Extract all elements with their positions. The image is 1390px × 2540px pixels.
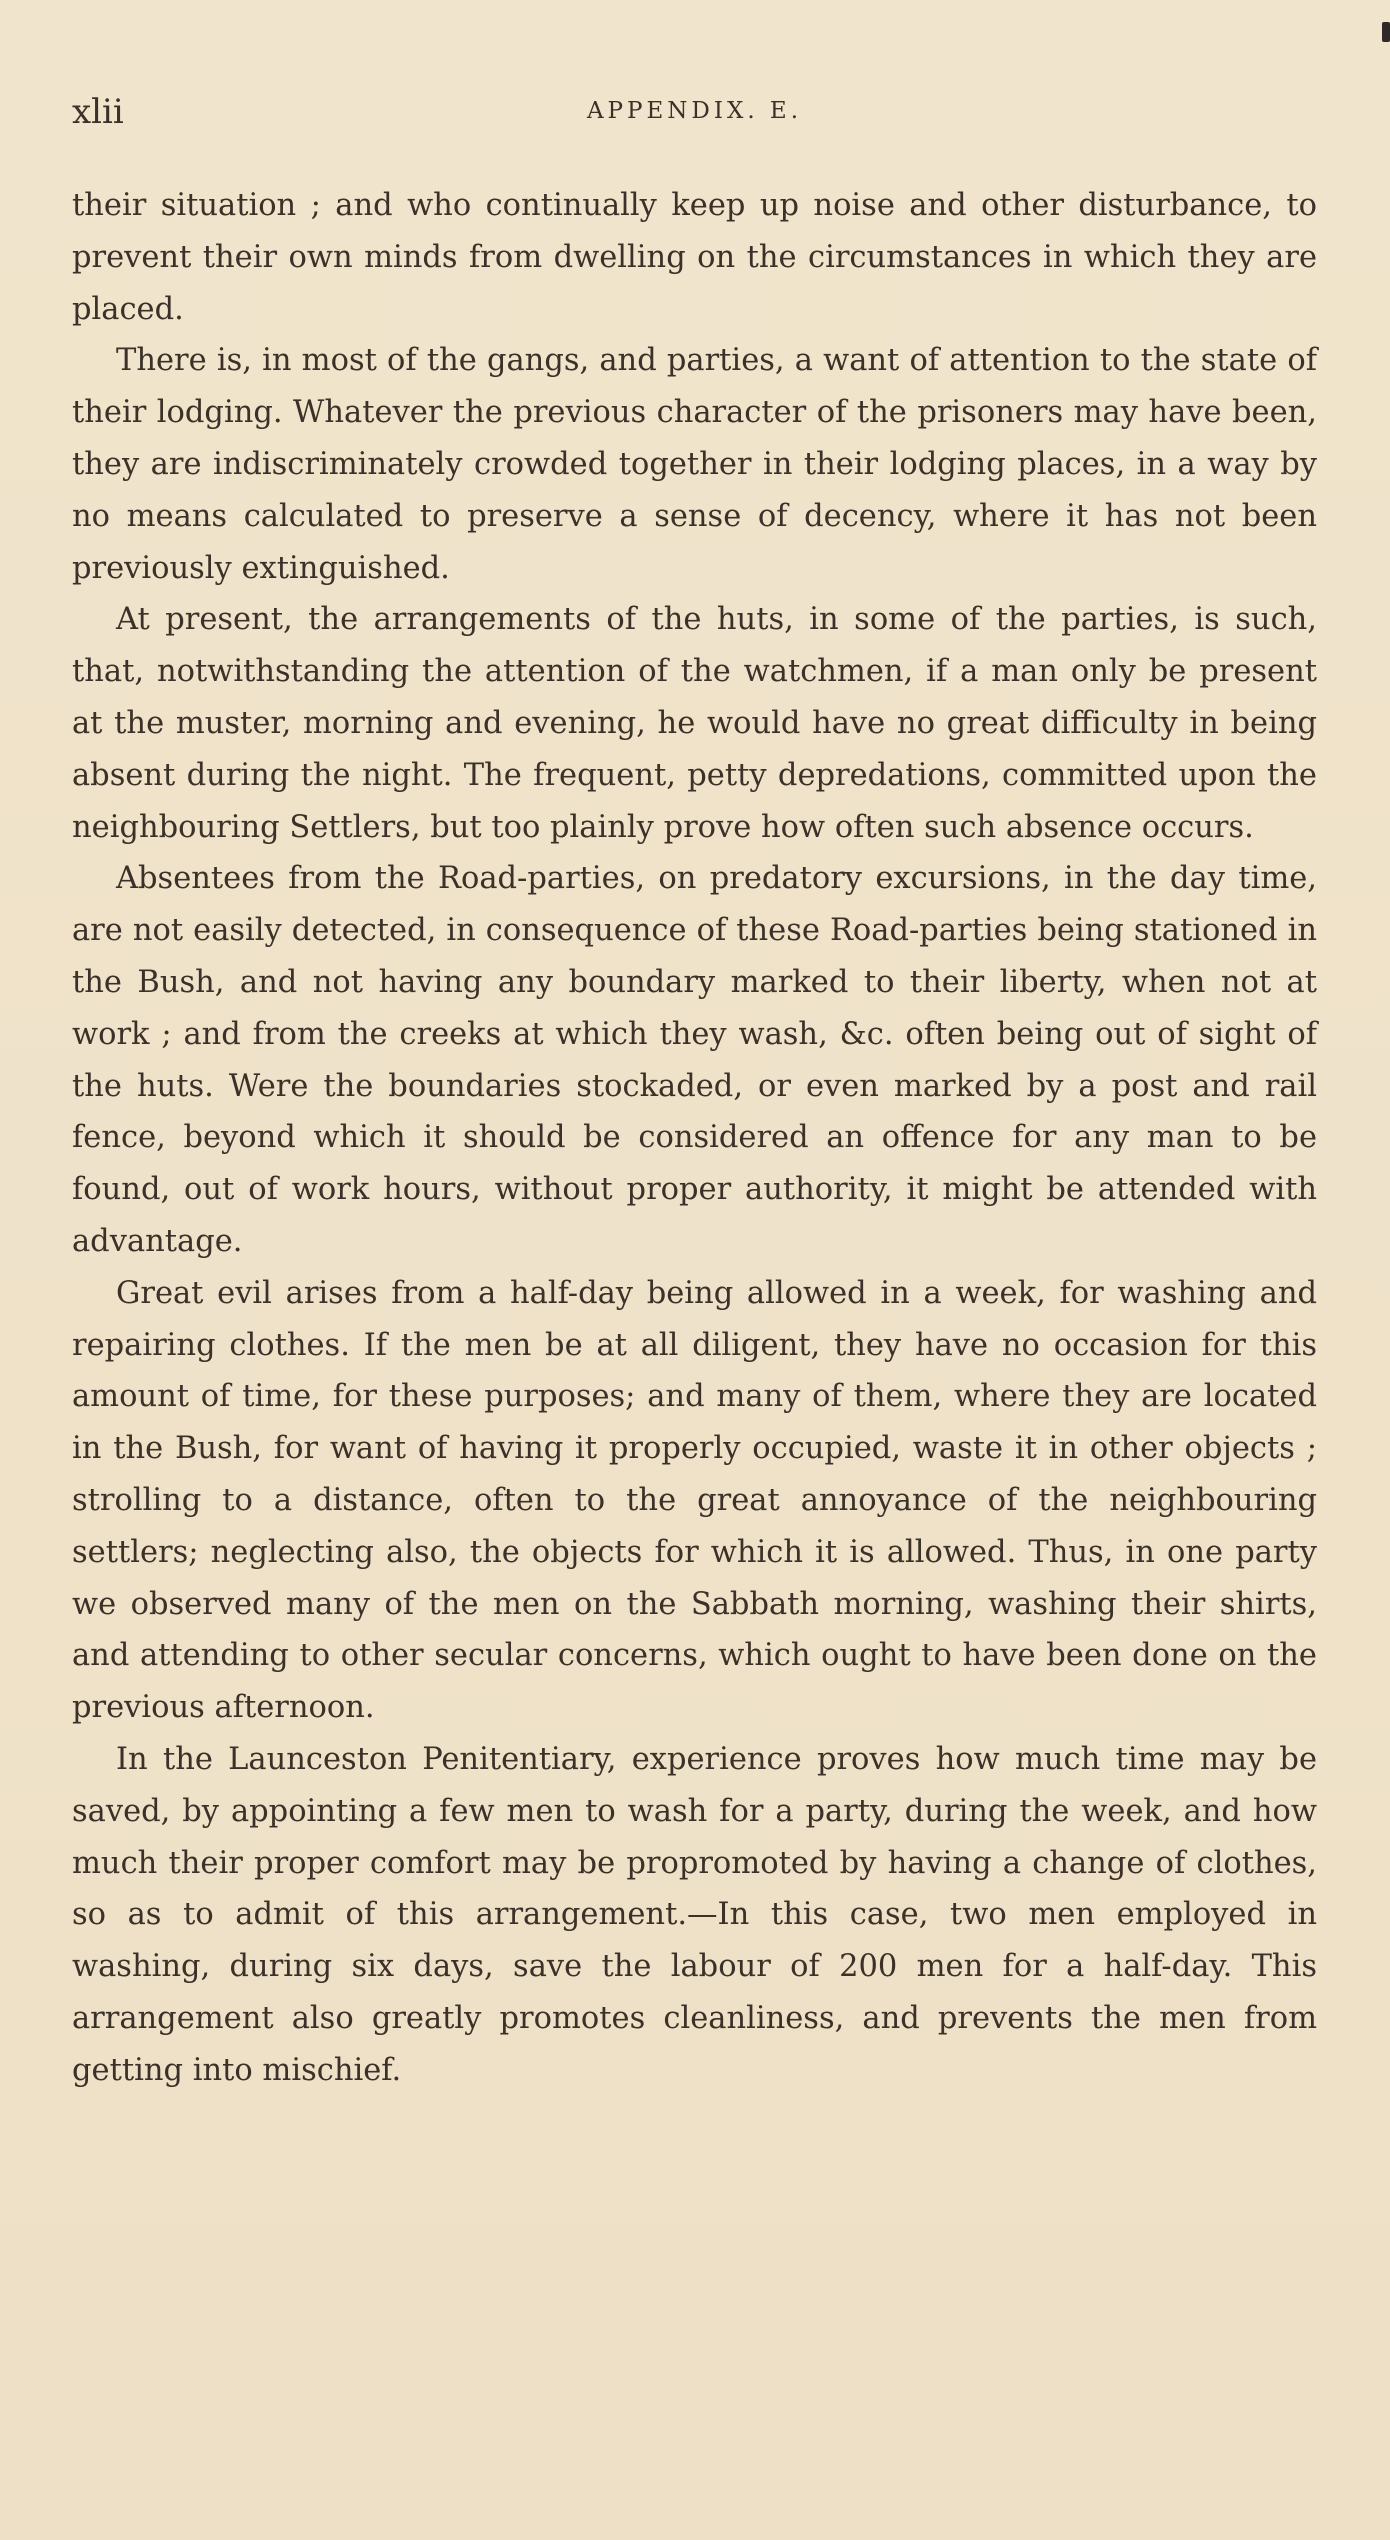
page-header	[72, 92, 1317, 142]
running-head: APPENDIX. E.	[586, 98, 803, 124]
page-edge-mark	[1382, 22, 1390, 42]
paragraph-lodging: There is, in most of the gangs, and parties, a want of attention to the state of their lodging. Whatever the previous character of the prisoners may have been, they are indiscriminately crowded together in their lodging places, in a way by no means calculated to preserve a sense of decency, where it has not been previously extinguished.	[72, 343, 1317, 586]
paragraph-continued: their situation ; and who continually keep up noise and other disturbance, to prevent their own minds from dwelling on the circumstances in which they are placed.	[72, 188, 1317, 327]
paragraph-absentees: Absentees from the Road-parties, on predatory excursions, in the day time, are not easily detected, in consequence of these Road-parties being stationed in the Bush, and not having any boundary marked to their liberty, when not at work ; and from the creeks at which they wash, &c. often being out of sight of the huts. Were the boundaries stockaded, or even marked by a post and rail fence, beyond which it should be considered an offence for any man to be found, out of work hours, without proper authority, it might be attended with advantage.	[72, 861, 1317, 1259]
page-number: xlii	[72, 92, 124, 132]
paragraph-huts: At present, the arrangements of the huts, in some of the parties, is such, that, notwithstanding the attention of the watchmen, if a man only be present at the muster, morning and evening, he would have no great difficulty in being absent during the night. The frequent, petty depredations, committed upon the neighbouring Settlers, but too plainly prove how often such absence occurs.	[72, 602, 1317, 845]
paragraph-half-day: Great evil arises from a half-day being allowed in a week, for washing and repairing clothes. If the men be at all diligent, they have no occasion for this amount of time, for these purposes; and many of them, where they are located in the Bush, for want of having it properly occupied, waste it in other objects ; strolling to a distance, often to the great annoyance of the neighbouring settlers; neglecting also, the objects for which it is allowed. Thus, in one party we observed many of the men on the Sabbath morning, washing their shirts, and attending to other secular concerns, which ought to have been done on the previous afternoon.	[72, 1275, 1317, 1726]
body-text	[72, 180, 1317, 2096]
paragraph-launceston: In the Launceston Penitentiary, experience proves how much time may be saved, by appointing a few men to wash for a party, during the week, and how much their proper comfort may be propromoted by having a change of clothes, so as to admit of this arrangement.—In this case, two men employed in washing, during six days, save the labour of 200 men for a half-day. This arrangement also greatly promotes cleanliness, and prevents the men from getting into mischief.	[72, 1741, 1317, 2088]
